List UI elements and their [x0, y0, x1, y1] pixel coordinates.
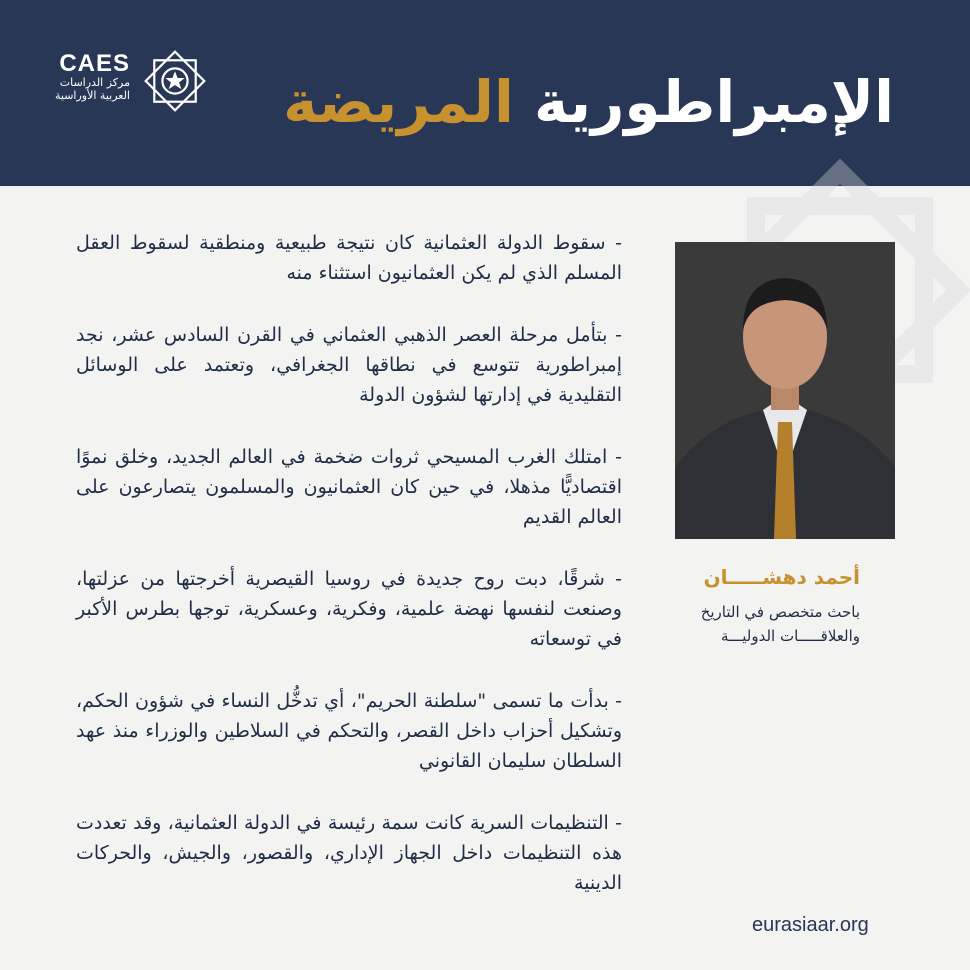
point-2: - بتأمل مرحلة العصر الذهبي العثماني في القرن السادس عشر، نجد إمبراطورية تتوسع في نطاقها الجغرافي، وتعتمد على الوسائل التقليدية في إدارتها لشؤون الدولة	[76, 324, 622, 406]
point-6: - التنظيمات السرية كانت سمة رئيسة في الدولة العثمانية، وقد تعددت هذه التنظيمات داخل الجهاز الإداري، والقصور، والجيش، والحركات الدينية	[76, 812, 622, 894]
logo-line-2: العربية الأوراسية	[54, 89, 130, 102]
point-5: - بدأت ما تسمى "سلطنة الحريم"، أي تدخُّل النساء في شؤون الحكم، وتشكيل أحزاب داخل القصر، والتحكم في السلاطين والوزراء منذ عهد السلطان سليمان القانوني	[76, 690, 622, 772]
author-name: أحمد دهشـــــان	[703, 565, 860, 589]
logo-text	[50, 52, 130, 102]
page-title	[283, 62, 894, 142]
author-role	[660, 600, 860, 648]
title-word-sick: المريضة	[283, 68, 514, 136]
title-word-empire: الإمبراطورية	[534, 68, 894, 136]
star-emblem-icon	[138, 44, 212, 118]
article-points	[76, 228, 622, 930]
logo-abbr: CAES	[59, 50, 130, 77]
point-1: - سقوط الدولة العثمانية كان نتيجة طبيعية ومنطقية لسقوط العقل المسلم الذي لم يكن العثمانيون استثناء منه	[76, 232, 622, 284]
author-role-line-1: باحث متخصص في التاريخ	[700, 603, 860, 621]
author-portrait-icon	[675, 242, 895, 539]
author-role-line-2: والعلاقـــــات الدوليـــة	[721, 627, 860, 645]
point-3: - امتلك الغرب المسيحي ثروات ضخمة في العالم الجديد، وخلق نموًا اقتصاديًّا مذهلا، في حين كان العثمانيون والمسلمون يتصارعون على العالم القديم	[76, 446, 622, 528]
logo-line-1: مركز الدراسات	[59, 76, 130, 89]
caes-logo[interactable]	[50, 46, 215, 116]
website-link[interactable]: eurasiaar.org	[752, 914, 869, 936]
author-photo	[675, 242, 895, 539]
point-4: - شرقًا، دبت روح جديدة في روسيا القيصرية أخرجتها من عزلتها، وصنعت لنفسها نهضة علمية، وفكرية، وعسكرية، توجها بطرس الأكبر في توسعاته	[76, 568, 622, 650]
